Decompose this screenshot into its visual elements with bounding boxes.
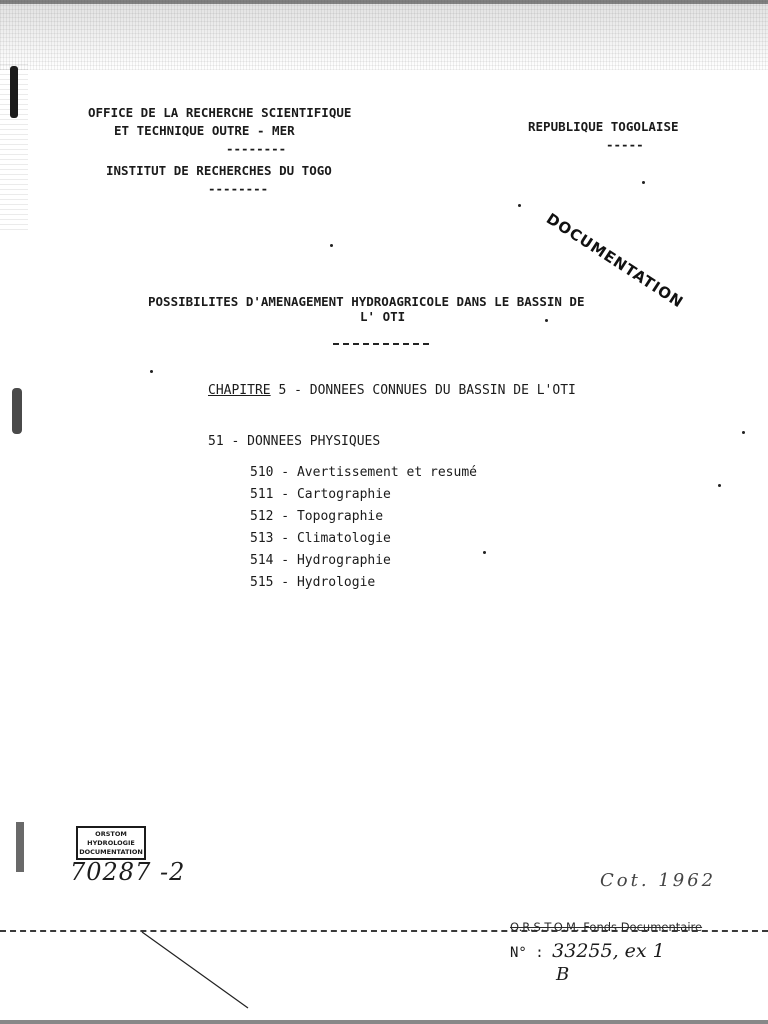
chapter-label: CHAPITRE bbox=[208, 383, 271, 398]
header-left bbox=[88, 104, 408, 198]
list-item: 512 - Topographie bbox=[250, 509, 384, 524]
pen-stroke bbox=[140, 930, 250, 1010]
scan-speck bbox=[518, 204, 521, 207]
contents-list bbox=[250, 462, 477, 594]
title-rule bbox=[333, 343, 429, 345]
handwritten-ref: 70287 -2 bbox=[70, 858, 186, 886]
documentation-stamp: DOCUMENTATION bbox=[543, 209, 687, 312]
scan-speck bbox=[483, 551, 486, 554]
fonds-text: O.R.S.T.O.M. Fonds Documentaire bbox=[510, 920, 703, 934]
document-title bbox=[148, 294, 668, 324]
scan-speck bbox=[545, 319, 548, 322]
fonds-documentaire-label bbox=[510, 920, 702, 934]
box-stamp-line: DOCUMENTATION bbox=[79, 848, 143, 856]
number-prefix: N° : bbox=[510, 945, 553, 961]
scan-speck bbox=[718, 484, 721, 487]
number-value: 33255, ex 1 bbox=[552, 940, 665, 962]
office-line-2: ET TECHNIQUE OUTRE - MER bbox=[114, 123, 295, 138]
chapter-heading bbox=[208, 383, 576, 398]
scan-mark bbox=[16, 822, 24, 872]
chapter-text: 5 - DONNEES CONNUES DU BASSIN DE L'OTI bbox=[270, 383, 576, 398]
institute-line: INSTITUT DE RECHERCHES DU TOGO bbox=[106, 163, 332, 178]
scan-edge-top bbox=[0, 0, 768, 4]
box-stamp-line: HYDROLOGIE bbox=[87, 839, 135, 847]
scan-speck bbox=[742, 431, 745, 434]
scan-noise-top bbox=[0, 0, 768, 70]
scan-mark bbox=[10, 66, 18, 118]
title-line-2: L' OTI bbox=[360, 309, 406, 324]
separator: -------- bbox=[226, 141, 287, 156]
scan-speck bbox=[642, 181, 645, 184]
office-line: OFFICE DE LA RECHERCHE SCIENTIFIQUE bbox=[88, 105, 352, 120]
section-heading: 51 - DONNEES PHYSIQUES bbox=[208, 434, 381, 449]
scan-speck bbox=[330, 244, 333, 247]
list-item: 513 - Climatologie bbox=[250, 531, 391, 546]
scan-edge-bottom bbox=[0, 1020, 768, 1024]
orstom-box-stamp bbox=[76, 826, 146, 860]
list-item: 510 - Avertissement et resumé bbox=[250, 465, 477, 480]
handwritten-note: Cot. 1962 bbox=[600, 870, 717, 891]
separator: ----- bbox=[606, 137, 644, 152]
title-line-1: POSSIBILITES D'AMENAGEMENT HYDROAGRICOLE DANS LE BASSIN DE bbox=[148, 294, 585, 309]
scan-speck bbox=[150, 370, 153, 373]
separator: -------- bbox=[208, 181, 269, 196]
box-stamp-line: ORSTOM bbox=[95, 830, 127, 838]
list-item: 511 - Cartographie bbox=[250, 487, 391, 502]
handwritten-letter: B bbox=[556, 964, 570, 985]
header-right bbox=[528, 118, 728, 154]
republic-line: REPUBLIQUE TOGOLAISE bbox=[528, 119, 679, 134]
document-number bbox=[510, 940, 665, 962]
list-item: 515 - Hydrologie bbox=[250, 575, 376, 590]
list-item: 514 - Hydrographie bbox=[250, 553, 391, 568]
scan-mark bbox=[12, 388, 22, 434]
